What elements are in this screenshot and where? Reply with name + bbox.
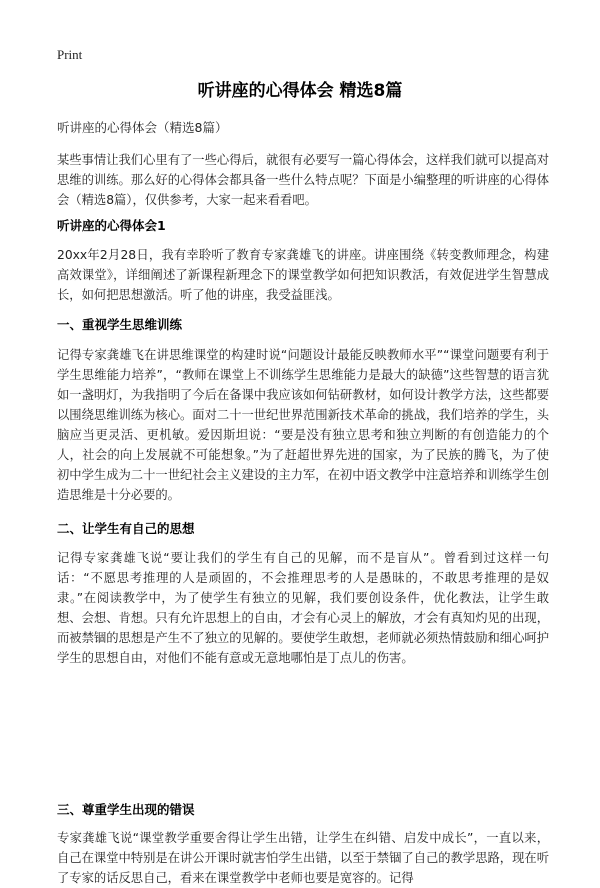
print-link[interactable]: Print	[57, 47, 83, 62]
heading-one: 一、重视学生思维训练	[57, 317, 183, 332]
heading-two: 二、让学生有自己的思想	[57, 521, 195, 536]
paragraph-one: 记得专家龚雄飞在讲思维课堂的构建时说“问题设计最能反映教师水平”“课堂问题要有利于学生思维能力培养”，“教师在课堂上不训练学生思维能力是最大的缺德”这些智慧的语言犹如一盏明灯，为我指明了今后在备课中我应该如何钻研教材，如何设计教学方法，这些都要以围绕思维训练为核心。面对二十一世纪世界范围新技术革命的挑战，我们培养的学生，头脑应当更灵活、更机敏。爱因斯坦说：“要是没有独立思考和独立判断的有创造能力的个人，社会的向上发展就不可能想象。”为了赶超世界先进的国家，为了民族的腾飞，为了使初中学生成为二十一世纪社会主义建设的主力军，在初中语文教学中注意培养和训练学生创造思维是十分必要的。	[57, 348, 549, 502]
paragraph-two: 记得专家龚雄飞说“要让我们的学生有自己的见解，而不是盲从”。曾看到过这样一句话：“不愿思考推理的人是顽固的，不会推理思考的人是愚昧的，不敢思考推理的是奴隶。”在阅读教学中，为了使学生有独立的见解，我们要创设条件，优化教法，让学生敢想、会想、肯想。只有允许思想上的自由，才会有心灵上的解放，才会有真知灼见的出现，而被禁锢的思想是产生不了独立的见解的。要使学生敢想，老师就必须热情鼓励和细心呵护学生的思想自由，对他们不能有意或无意地哪怕是丁点儿的伤害。	[57, 551, 549, 665]
section-intro-paragraph: 20xx年2月28日，我有幸聆听了教育专家龚雄飞的讲座。讲座围绕《转变教师理念，构建高效课堂》，详细阐述了新课程新理念下的课堂教学如何把知识教活，有效促进学生智慧成长，如何把思想激活。听了他的讲座，我受益匪浅。	[57, 248, 549, 302]
paragraph-three: 专家龚雄飞说“课堂教学重要舍得让学生出错，让学生在纠错、启发中成长”，一直以来，自己在课堂中特别是在讲公开课时就害怕学生出错，以至于禁锢了自己的教学思路，现在听了专家的话反思自己，看来在课堂教学中老师也要是宽容的。记得	[57, 831, 549, 885]
section-title: 听讲座的心得体会1	[57, 218, 166, 233]
document-subtitle: 听讲座的心得体会（精选8篇）	[57, 120, 228, 135]
heading-three: 三、尊重学生出现的错误	[57, 802, 195, 817]
intro-paragraph: 某些事情让我们心里有了一些心得后，就很有必要写一篇心得体会，这样我们就可以提高对思维的训练。那么好的心得体会都具备一些什么特点呢？下面是小编整理的听讲座的心得体会（精选8篇），仅供参考，大家一起来看看吧。	[57, 153, 549, 207]
document-title: 听讲座的心得体会 精选8篇	[197, 81, 403, 101]
